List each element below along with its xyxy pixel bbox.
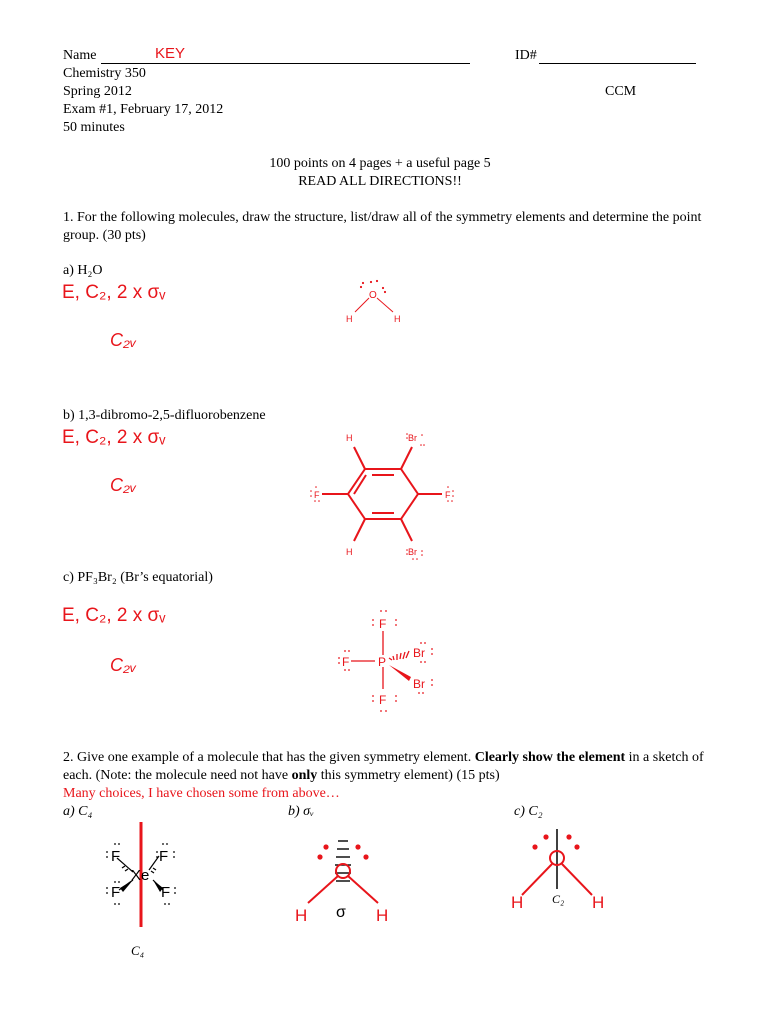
xef4-f-top-left: F (111, 848, 121, 865)
points-line: 100 points on 4 pages + a useful page 5 (269, 156, 491, 171)
xef4-f-bottom-left: F (111, 884, 121, 901)
pf3br2-br-bottom: Br (413, 677, 425, 691)
directions-line: READ ALL DIRECTIONS!! (298, 174, 462, 189)
q1a-label: a) H₂O (63, 263, 103, 278)
q1b-point-group: C₂ᵥ (110, 475, 137, 495)
name-underline (101, 63, 470, 64)
q2-emphasis-element: Clearly show the element (474, 750, 626, 765)
id-label: ID# (515, 48, 537, 63)
q1a-point-group: C₂ᵥ (110, 330, 137, 350)
xef4-xe: Xe (131, 867, 150, 884)
benzene-structure (300, 425, 470, 565)
exam-duration: 50 minutes (63, 120, 125, 135)
question-2-text (63, 749, 708, 785)
q1b-symmetry-elements: E, C₂, 2 x σᵥ (62, 427, 166, 448)
q1a-symmetry-elements: E, C₂, 2 x σᵥ (62, 282, 166, 303)
q2b-label: b) σᵥ (288, 804, 314, 819)
benzene-h-top: H (346, 433, 353, 443)
c4-axis-label: C₄ (131, 943, 145, 958)
name-value: KEY (155, 45, 186, 62)
q2-text-start: 2. Give one example of a molecule that has the given symmetry element. (63, 750, 475, 765)
name-label: Name (63, 48, 97, 63)
q2-text-mid: in a sketch of each. (Note: the molecule need not have (63, 750, 704, 783)
term: Spring 2012 (63, 84, 132, 99)
xef4-sketch (95, 822, 195, 962)
pf3br2-p: P (378, 655, 387, 669)
sigma-label: σ (336, 904, 346, 921)
q2-note: Many choices, I have chosen some from above… (63, 786, 340, 801)
q1c-symmetry-elements: E, C₂, 2 x σᵥ (62, 605, 166, 626)
c2-axis-label: C₂ (552, 892, 565, 906)
q2a-label: a) C₄ (63, 804, 93, 819)
benzene-h-bottom: H (346, 547, 353, 557)
q1c-label: c) PF₃Br₂ (Br’s equatorial) (63, 570, 213, 585)
h2o-structure (335, 272, 415, 327)
pf3br2-f-bottom: F (379, 693, 387, 707)
benzene-lone-pairs (310, 433, 454, 560)
q2-text-end: this symmetry element) (15 pts) (317, 768, 500, 783)
benzene-f-left: F (314, 490, 320, 500)
benzene-br-top: Br (408, 433, 417, 443)
xef4-f-bottom-right: F (161, 884, 171, 901)
q2c-label: c) C₂ (514, 804, 543, 819)
water-sigma-sketch (290, 825, 400, 925)
q1b-label: b) 1,3-dibromo-2,5-difluorobenzene (63, 408, 266, 423)
benzene-f-right: F (445, 490, 451, 500)
instructor-initials: CCM (605, 84, 637, 99)
pf3br2-f-left: F (342, 655, 350, 669)
id-underline (539, 63, 696, 64)
q2-emphasis-only: only (291, 768, 318, 783)
course-name: Chemistry 350 (63, 66, 146, 81)
water-oxygen (336, 864, 350, 878)
h2o-oxygen: O (369, 290, 377, 301)
q1c-point-group: C₂ᵥ (110, 655, 137, 675)
wedge-bond (389, 665, 411, 681)
h2o-hydrogen-right: H (394, 314, 401, 324)
water-sigma-h-right: H (376, 906, 389, 925)
question-1-text: 1. For the following molecules, draw the structure, list/draw all of the symmetry elements and determine the point group. (30 pts) (63, 210, 702, 243)
water-c2-h-left: H (511, 893, 524, 912)
benzene-br-bottom: Br (408, 547, 417, 557)
pf3br2-structure (325, 605, 445, 720)
exam-title: Exam #1, February 17, 2012 (63, 102, 224, 117)
xef4-f-top-right: F (159, 848, 169, 865)
water-c2-h-right: H (592, 893, 605, 912)
pf3br2-br-top: Br (413, 646, 425, 660)
water-sigma-h-left: H (295, 906, 308, 925)
h2o-hydrogen-left: H (346, 314, 353, 324)
pf3br2-f-top: F (379, 617, 387, 631)
water-c2-sketch (500, 825, 620, 925)
